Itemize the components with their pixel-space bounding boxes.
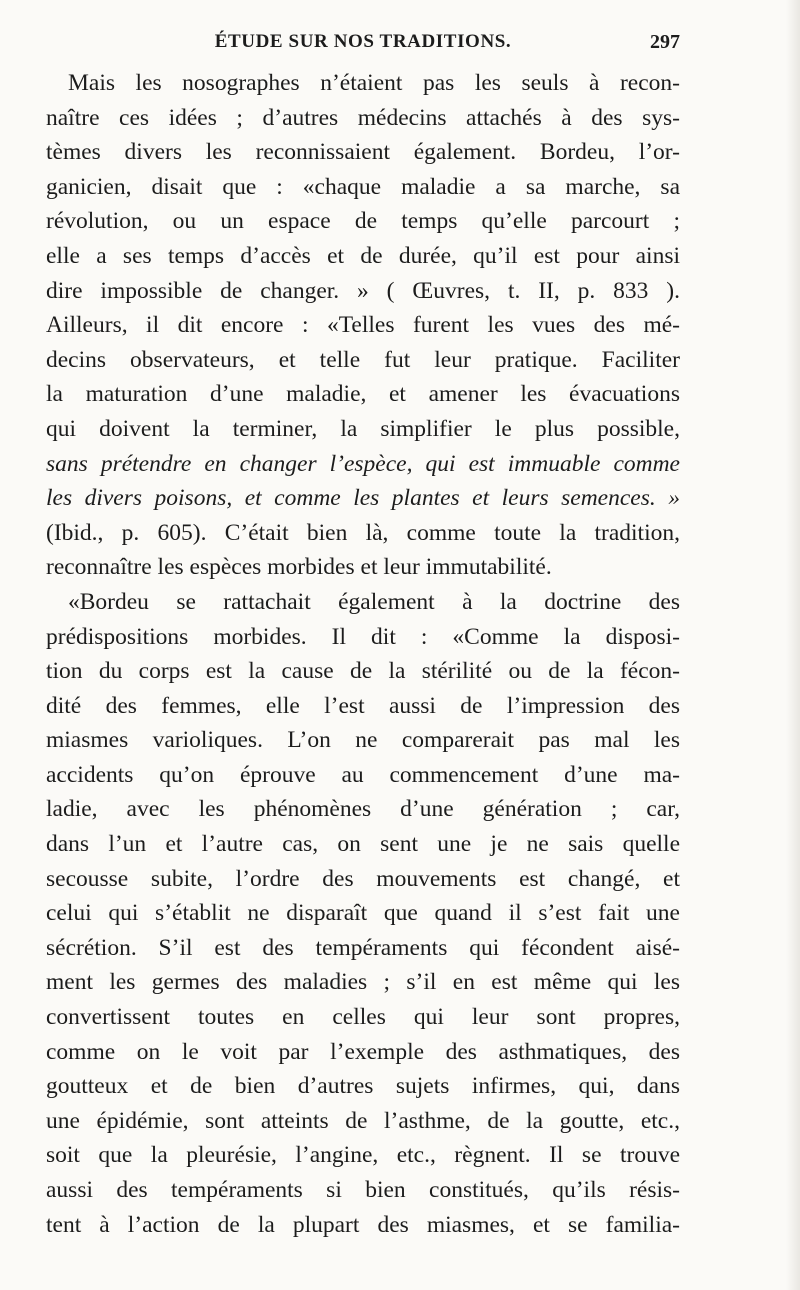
text-line: tent à l’action de la plupart des miasmes, et se familia- [46,1211,680,1238]
text-line: reconnaître les espèces morbides et leur immutabilité. [46,554,552,581]
page-edge-shadow [786,0,800,1290]
text-line: convertissent toutes en celles qui leur sont propres, [46,1004,680,1031]
text-line: prédispositions morbides. Il dit : «Comme la disposi- [46,623,680,650]
body-text [46,66,680,1242]
text-line: comme on le voit par l’exemple des asthmatiques, des [46,1038,680,1065]
text-line: (Ibid., p. 605). C’était bien là, comme toute la tradition, [46,519,680,546]
text-line: celui qui s’établit ne disparaît que quand il s’est fait une [46,900,680,927]
text-line: aussi des tempéraments si bien constitués, qu’ils résis- [46,1177,680,1203]
text-line: soit que la pleurésie, l’angine, etc., règnent. Il se trouve [46,1142,680,1169]
text-line: naître ces idées ; d’autres médecins attachés à des sys- [46,104,680,131]
text-line-italic: les divers poisons, et comme les plantes et leurs semences. » [46,485,680,512]
text-line: révolution, ou un espace de temps qu’elle parcourt ; [46,208,680,235]
text-line: ganicien, disait que : «chaque maladie a sa marche, sa [46,173,680,200]
text-line: tion du corps est la cause de la stérilité ou de la fécon- [46,658,680,685]
text-line: dans l’un et l’autre cas, on sent une je ne sais quelle [46,831,680,858]
text-line: goutteux et de bien d’autres sujets infirmes, qui, dans [46,1073,680,1100]
text-line: secousse subite, l’ordre des mouvements est changé, et [46,865,680,892]
running-head [46,31,680,57]
text-line: dité des femmes, elle l’est aussi de l’impression des [46,692,680,719]
text-line: decins observateurs, et telle fut leur pratique. Faciliter [46,346,680,373]
text-line: miasmes varioliques. L’on ne comparerait pas mal les [46,727,680,754]
page-number: 297 [650,31,680,53]
text-line: une épidémie, sont atteints de l’asthme, de la goutte, etc., [46,1107,680,1134]
text-line: ladie, avec les phénomènes d’une génération ; car, [46,796,680,823]
text-line: dire impossible de changer. » ( Œuvres, t. II, p. 833 ). [46,277,680,304]
text-line: qui doivent la terminer, la simplifier le plus possible, [46,415,680,442]
text-line: tèmes divers les reconnissaient également. Bordeu, l’or- [46,139,680,166]
text-line: elle a ses temps d’accès et de durée, qu’il est pour ainsi [46,242,680,269]
text-line-italic: sans prétendre en changer l’espèce, qui est immuable comme [46,450,680,477]
text-line: accidents qu’on éprouve au commencement d’une ma- [46,761,680,788]
text-line: la maturation d’une maladie, et amener les évacuations [46,381,680,408]
text-line: Mais les nosographes n’étaient pas les seuls à recon- [68,70,680,96]
text-line: Ailleurs, il dit encore : «Telles furent les vues des mé- [46,312,680,339]
text-line: ment les germes des maladies ; s’il en est même qui les [46,969,680,996]
text-line: «Bordeu se rattachait également à la doctrine des [68,588,680,615]
text-line: sécrétion. S’il est des tempéraments qui fécondent aisé- [46,934,680,961]
running-head-title: ÉTUDE SUR NOS TRADITIONS. [214,31,512,52]
